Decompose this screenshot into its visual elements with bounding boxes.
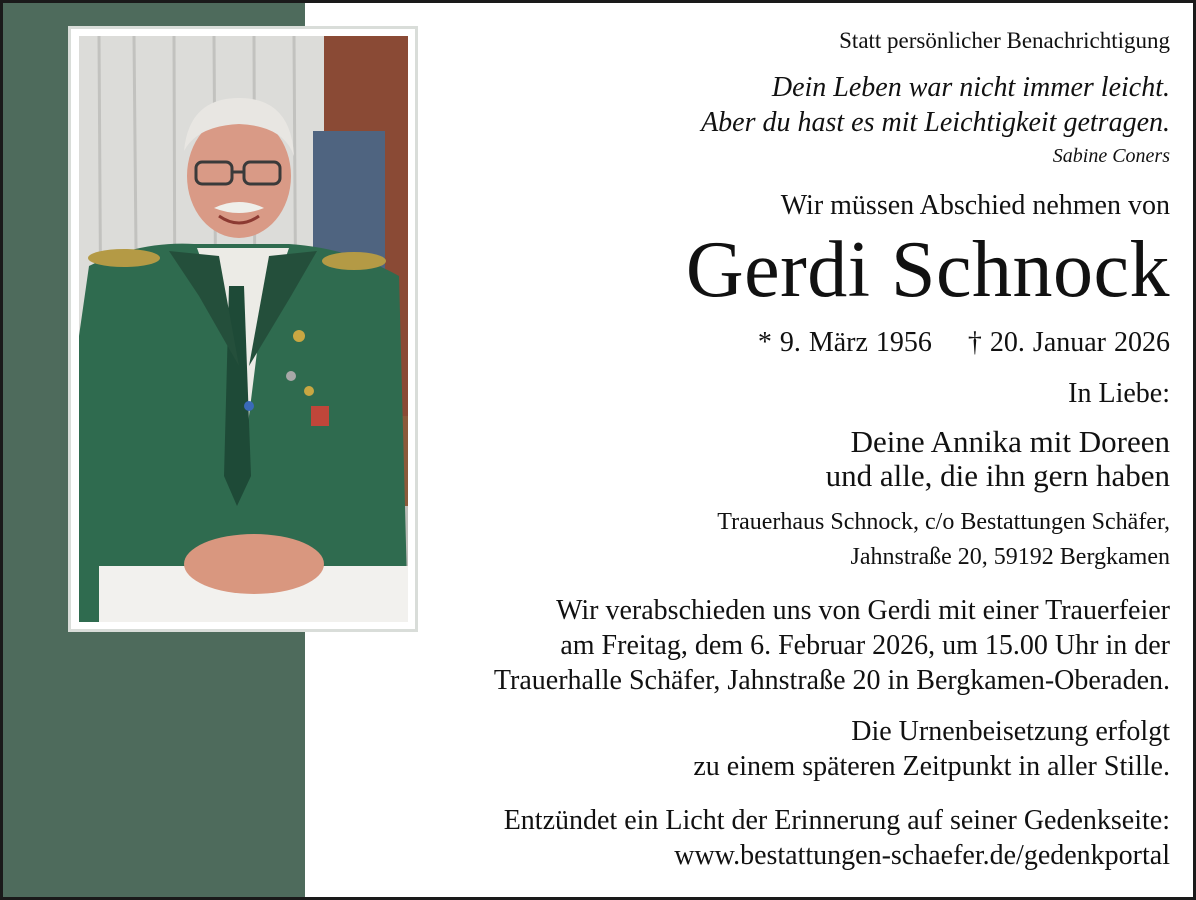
mourners-heading: In Liebe:: [1068, 378, 1170, 409]
ceremony-line-2: am Freitag, dem 6. Februar 2026, um 15.00 Uhr in der: [560, 630, 1170, 661]
portrait-illustration: [79, 36, 408, 622]
death-date: † 20. Januar 2026: [967, 327, 1170, 358]
deceased-name: Gerdi Schnock: [685, 226, 1170, 314]
mourners-line-2: und alle, die ihn gern haben: [825, 458, 1170, 493]
quote-line-2: Aber du hast es mit Leichtigkeit getragen.: [701, 107, 1170, 138]
ceremony-line-1: Wir verabschieden uns von Gerdi mit einer Trauerfeier: [556, 595, 1170, 626]
life-dates: [758, 327, 1170, 359]
memorial-link[interactable]: www.bestattungen-schaefer.de/gedenkportal: [674, 840, 1170, 871]
memorial-line: Entzündet ein Licht der Erinnerung auf seiner Gedenkseite:: [503, 805, 1170, 836]
address-line-1: Trauerhaus Schnock, c/o Bestattungen Schäfer,: [717, 509, 1170, 535]
birth-date: * 9. März 1956: [757, 327, 932, 358]
quote-line-1: Dein Leben war nicht immer leicht.: [771, 72, 1170, 103]
burial-line-2: zu einem späteren Zeitpunkt in aller Stille.: [693, 751, 1170, 782]
farewell-intro: Wir müssen Abschied nehmen von: [780, 190, 1170, 221]
portrait-photo: [79, 36, 408, 622]
notice-heading: Statt persönlicher Benachrichtigung: [839, 28, 1170, 53]
mourners-line-1: Deine Annika mit Doreen: [850, 424, 1170, 459]
address-line-2: Jahnstraße 20, 59192 Bergkamen: [850, 544, 1170, 570]
ceremony-line-3: Trauerhalle Schäfer, Jahnstraße 20 in Bergkamen-Oberaden.: [493, 665, 1170, 696]
burial-line-1: Die Urnenbeisetzung erfolgt: [851, 716, 1170, 747]
quote-author: Sabine Coners: [1052, 145, 1170, 167]
